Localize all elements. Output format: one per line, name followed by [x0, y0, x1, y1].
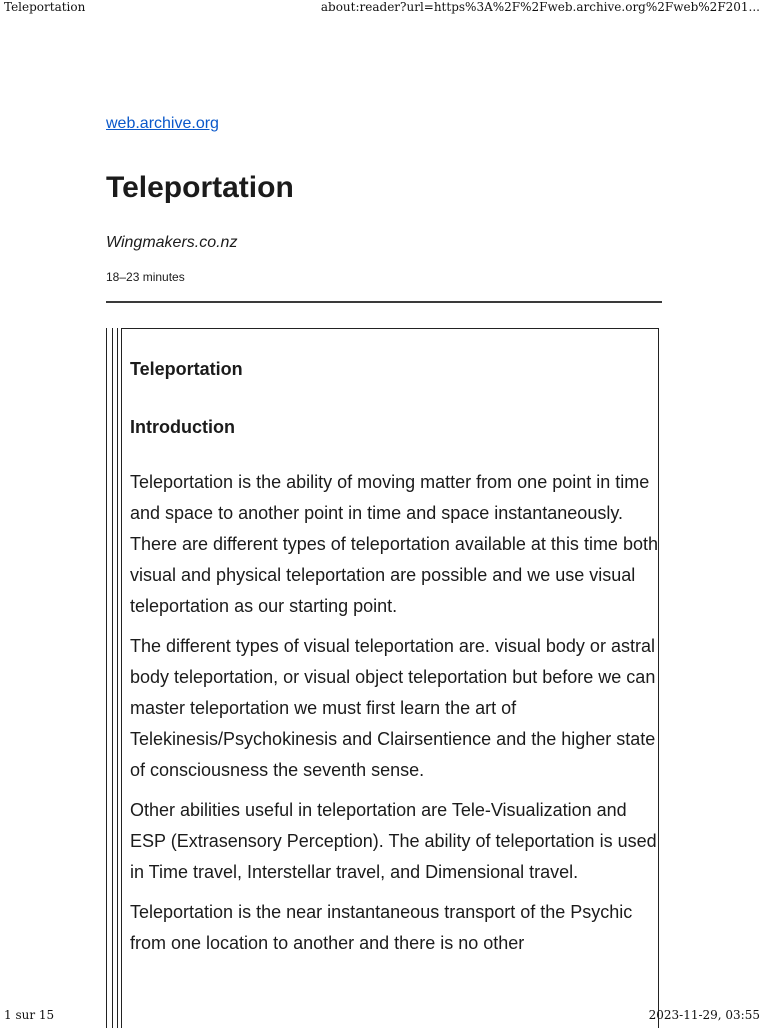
print-header-url: about:reader?url=https%3A%2F%2Fweb.archive.org%2Fweb%2F201...: [320, 0, 760, 14]
reading-time: 18–23 minutes: [106, 270, 185, 284]
header-divider: [106, 301, 662, 303]
paragraph: Teleportation is the ability of moving matter from one point in time and space to another point in time and space instantaneously. There are different types of teleportation available at this time both visual and physical teleportation are possible and we use visual teleportation as our starting point.: [130, 472, 658, 616]
section-heading: Teleportation: [130, 359, 243, 379]
section-heading: Introduction: [130, 417, 235, 437]
print-timestamp: 2023-11-29, 03:55: [648, 1008, 760, 1022]
frame-rule: [117, 328, 118, 1028]
article-body: [130, 356, 658, 959]
frame-rule: [106, 328, 107, 1028]
content-frame: [106, 328, 659, 1028]
print-header: [0, 0, 768, 16]
page-title: Teleportation: [106, 171, 294, 204]
page-counter: 1 sur 15: [4, 1008, 55, 1022]
paragraph: Other abilities useful in teleportation are Tele-Visualization and ESP (Extrasensory Perception). The ability of teleportation is used in Time travel, Interstellar travel, and Dimensional travel.: [130, 800, 657, 882]
print-footer: [0, 1008, 768, 1024]
paragraph: Teleportation is the near instantaneous transport of the Psychic from one location to another and there is no other: [130, 902, 633, 953]
site-link[interactable]: web.archive.org: [106, 115, 219, 132]
paragraph: The different types of visual teleportation are. visual body or astral body teleportation, or visual object teleportation but before we can master teleportation we must first learn the art of Telekinesis/Psychokinesis and Clairsentience and the higher state of consciousness the seventh sense.: [130, 636, 656, 780]
byline: Wingmakers.co.nz: [106, 234, 238, 251]
frame-rule: [112, 328, 113, 1028]
reader-article-header: [106, 112, 662, 303]
print-header-title: Teleportation: [4, 0, 86, 14]
